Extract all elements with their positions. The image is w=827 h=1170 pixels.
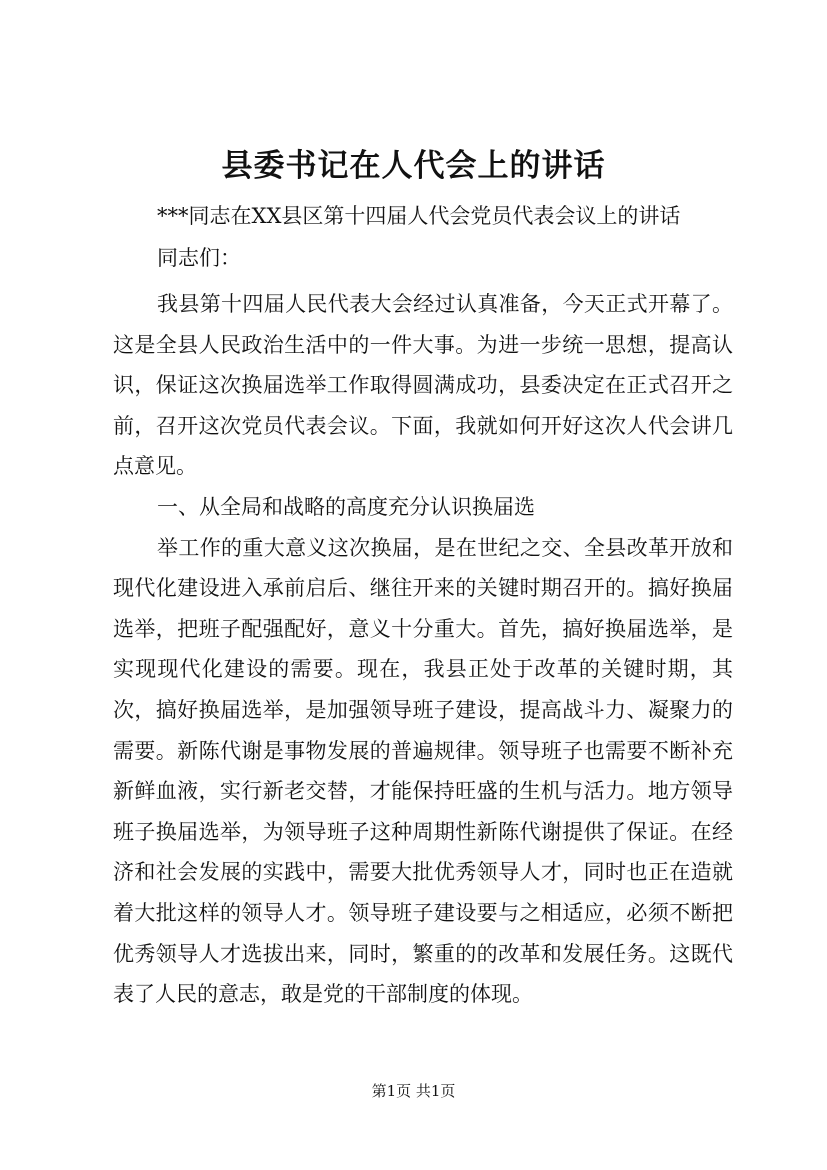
paragraph-significance: 举工作的重大意义这次换届，是在世纪之交、全县改革开放和现代化建设进入承前启后、继往开来的关键时期召开的。搞好换届选举，把班子配强配好，意义十分重大。首先，搞好换届选举，是实现现代化建设的需要。现在，我县正处于改革的关键时期，其次，搞好换届选举，是加强领导班子建设，提高战斗力、凝聚力的需要。新陈代谢是事物发展的普遍规律。领导班子也需要不断补充新鲜血液，实行新老交替，才能保持旺盛的生机与活力。地方领导班子换届选举，为领导班子这种周期性新陈代谢提供了保证。在经济和社会发展的实践中，需要大批优秀领导人才，同时也正在造就着大批这样的领导人才。领导班子建设要与之相适应，必须不断把优秀领导人才选拔出来，同时，繁重的的改革和发展任务。这既代表了人民的意志，敢是党的干部制度的体现。 bbox=[113, 535, 733, 1007]
paragraph-intro: 我县第十四届人民代表大会经过认真准备，今天正式开幕了。这是全县人民政治生活中的一件大事。为进一步统一思想，提高认识，保证这次换届选举工作取得圆满成功，县委决定在正式召开之前，召开这次党员代表会议。下面，我就如何开好这次人代会讲几点意见。 bbox=[113, 292, 733, 479]
page-footer: 第1页 共1页 bbox=[371, 1082, 456, 1100]
section-heading: 一、从全局和战略的高度充分认识换届选 bbox=[157, 494, 535, 519]
document-title: 县委书记在人代会上的讲话 bbox=[221, 148, 606, 184]
salutation: 同志们： bbox=[157, 246, 241, 270]
document-subtitle: ***同志在XX县区第十四届人代会党员代表会议上的讲话 bbox=[157, 204, 681, 228]
document-body bbox=[113, 284, 733, 1015]
